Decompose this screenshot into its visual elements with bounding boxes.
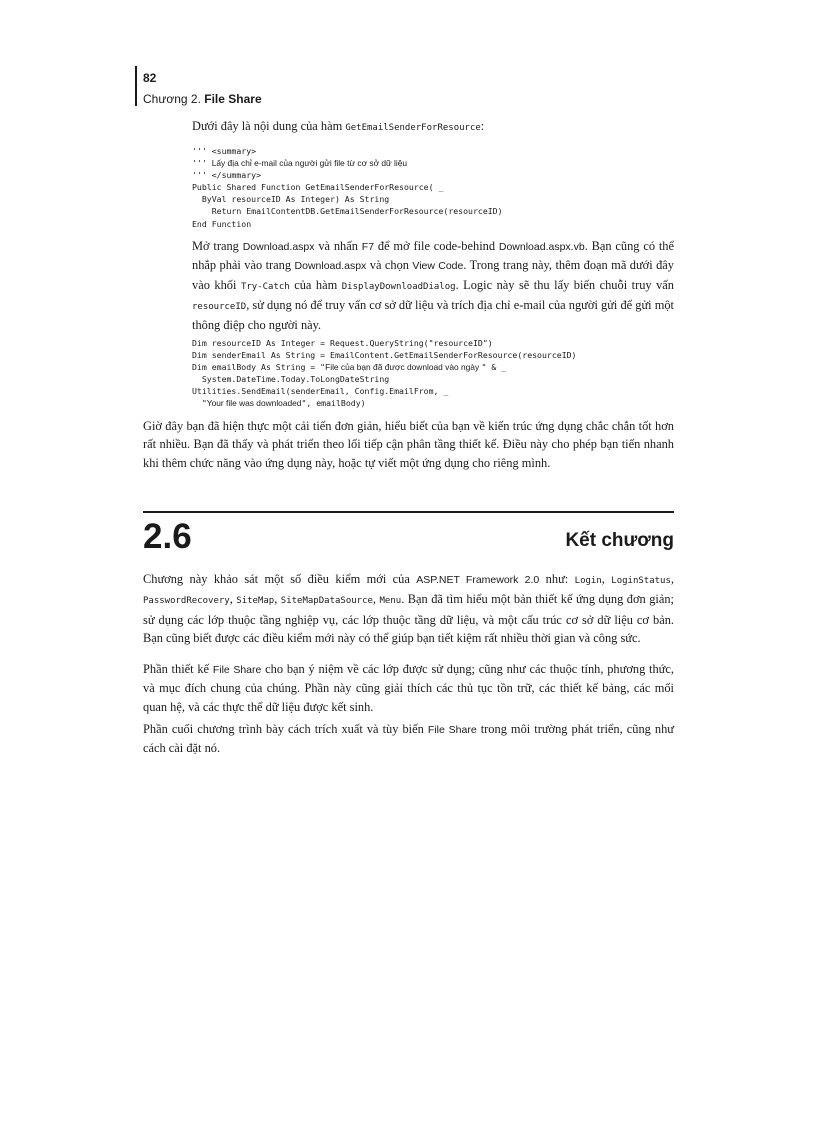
p4-control-passwordrecovery: PasswordRecovery xyxy=(143,596,230,607)
code1-line-6: Return EmailContentDB.GetEmailSenderForResource(resourceID) xyxy=(192,206,503,217)
p2-file3: Download.aspx xyxy=(294,260,367,273)
code2-line-6-suffix: ", emailBody) xyxy=(301,398,366,409)
code2-line-1: Dim resourceID As Integer = Request.QueryString("resourceID") xyxy=(192,338,493,348)
code-block-1-body xyxy=(192,145,674,230)
p2-code3: resourceID xyxy=(192,301,247,312)
p4-t3: . Bạn đã tìm hiểu một bản thiết kế ứng dụng đơn giản; sử dụng các lớp thuộc tầng nghiệp vụ, các lớp thuộc tầng dữ liệu, và một cấu trúc cơ sở dữ liệu cơ bản. Bạn cũng biết được các điều kiểm mới này có thể giúp bạn tiết kiệm rất nhiều thời gian và công sức. xyxy=(143,592,674,645)
intro-line xyxy=(192,117,674,137)
intro-function-name: GetEmailSenderForResource xyxy=(345,123,481,133)
chapter-title: File Share xyxy=(204,92,262,106)
paragraph-5-text xyxy=(143,660,674,716)
p4-control-menu: Menu xyxy=(379,596,402,607)
p2-file1: Download.aspx xyxy=(242,241,315,253)
code2-line-6-prefix: " xyxy=(192,398,207,409)
p2-code1: Try-Catch xyxy=(240,281,290,292)
p4-t1: Chương này khảo sát một số điều kiểm mới của xyxy=(143,572,417,586)
p2-t7: của hàm xyxy=(289,277,342,292)
p4-sep: , xyxy=(670,572,674,586)
p2-menu: View Code xyxy=(412,260,464,273)
p4-sep: , xyxy=(274,592,281,607)
code1-line-2-comment: Lấy địa chỉ e-mail của người gửi file từ cơ sở dữ liệu xyxy=(211,158,408,169)
p2-code2: DisplayDownloadDialog xyxy=(341,281,456,292)
p4-control-sitemap: SiteMap xyxy=(236,596,275,607)
code1-line-5: ByVal resourceID As Integer) As String xyxy=(192,194,390,205)
paragraph-6 xyxy=(143,720,674,758)
section-rule xyxy=(143,511,674,513)
p5-t2: cho bạn ý niệm về các lớp được sử dụng; cũng như các thuộc tính, phương thức, và mục đích chung của chúng. Phần này cũng giải thích các thủ tục tồn trữ, các thiết kế bảng, các mối quan hệ, và các thực thể dữ liệu được kết sinh. xyxy=(143,662,674,714)
p2-t6: . Trong trang này, thêm đoạn mã dưới đây vào khối xyxy=(192,258,674,292)
p6-t2: trong môi trường phát triển, cũng như cách cài đặt nó. xyxy=(143,722,674,756)
code2-line-6-text: Your file was downloaded xyxy=(206,398,302,409)
paragraph-5 xyxy=(143,660,674,716)
code1-line-3: ''' </summary> xyxy=(192,170,262,181)
code-block-2-body xyxy=(192,337,674,410)
p2-t4: . Bạn cũng có thể nhắp phải vào trang xyxy=(192,239,674,273)
code1-line-2-prefix: ''' xyxy=(192,158,212,169)
p6-name: File Share xyxy=(427,724,477,736)
page-number: 82 xyxy=(143,71,157,85)
code2-line-3-suffix: " & _ xyxy=(481,362,507,373)
chapter-prefix: Chương 2. xyxy=(143,92,205,106)
code2-line-4: System.DateTime.Today.ToLongDateString xyxy=(192,374,390,385)
code2-line-3-prefix: Dim emailBody As String = " xyxy=(192,362,326,373)
p2-t8: . Logic này sẽ thu lấy biến chuỗi truy vấn xyxy=(455,277,674,292)
section-number: 2.6 xyxy=(143,517,192,556)
paragraph-6-text xyxy=(143,720,674,758)
p4-framework: ASP.NET Framework 2.0 xyxy=(416,574,540,586)
code1-line-7: End Function xyxy=(192,218,252,229)
p6-t1: Phần cuối chương trình bày cách trích xuất và tùy biến xyxy=(143,722,428,736)
paragraph-2-text xyxy=(192,237,674,334)
p2-t5: và chọn xyxy=(366,258,413,273)
code1-line-1: ''' <summary> xyxy=(192,146,257,156)
p4-sep: , xyxy=(372,592,380,607)
paragraph-3-text: Giờ đây bạn đã hiện thực một cải tiến đơn giản, hiểu biết của bạn về kiến trúc ứng dụng chắc chắn tốt hơn rất nhiều. Bạn đã thấy và phát triển theo lối tiếp cận phân tầng thiết kế. Điều này cho phép bạn tiến nhanh khi thêm chức năng vào ứng dụng này, hoặc tự viết một ứng dụng cho riêng mình. xyxy=(143,419,674,470)
p5-name: File Share xyxy=(212,664,262,676)
p4-sep: , xyxy=(601,572,612,586)
intro-suffix: : xyxy=(480,119,485,133)
p2-t2: và nhấn xyxy=(314,239,362,253)
paragraph-3 xyxy=(143,417,674,472)
intro-text: Dưới đây là nội dung của hàm xyxy=(192,119,346,133)
code2-line-2: Dim senderEmail As String = EmailContent.GetEmailSenderForResource(resourceID) xyxy=(192,350,577,361)
p2-t3: để mở file code-behind xyxy=(374,239,499,253)
p2-key: F7 xyxy=(361,241,375,253)
paragraph-4 xyxy=(143,570,674,647)
p4-sep: , xyxy=(229,592,237,607)
header-rule xyxy=(135,66,137,106)
p4-t2: như: xyxy=(539,572,575,586)
p2-t1: Mở trang xyxy=(192,239,243,253)
code1-line-4: Public Shared Function GetEmailSenderForResource( _ xyxy=(192,182,444,193)
p2-file2: Download.aspx.vb xyxy=(498,241,585,253)
p5-t1: Phần thiết kế xyxy=(143,662,213,676)
code-block-2 xyxy=(192,337,674,410)
paragraph-2 xyxy=(192,237,674,334)
paragraph-4-text xyxy=(143,570,674,647)
code-block-1 xyxy=(192,145,674,230)
p2-t9: , sử dụng nó để truy vấn cơ sở dữ liệu và trích địa chỉ e-mail của người gửi để gửi một thông điệp cho người này. xyxy=(192,297,674,333)
code2-line-3-text: File của bạn đã được download vào ngày xyxy=(325,362,482,373)
chapter-heading xyxy=(143,92,262,106)
section-title: Kết chương xyxy=(565,530,674,551)
intro-paragraph xyxy=(192,117,674,137)
p4-control-login: Login xyxy=(574,576,602,586)
p4-control-loginstatus: LoginStatus xyxy=(611,576,671,586)
code2-line-5: Utilities.SendEmail(senderEmail, Config.EmailFrom, _ xyxy=(192,386,449,397)
p4-control-sitemapdatasource: SiteMapDataSource xyxy=(280,596,373,607)
